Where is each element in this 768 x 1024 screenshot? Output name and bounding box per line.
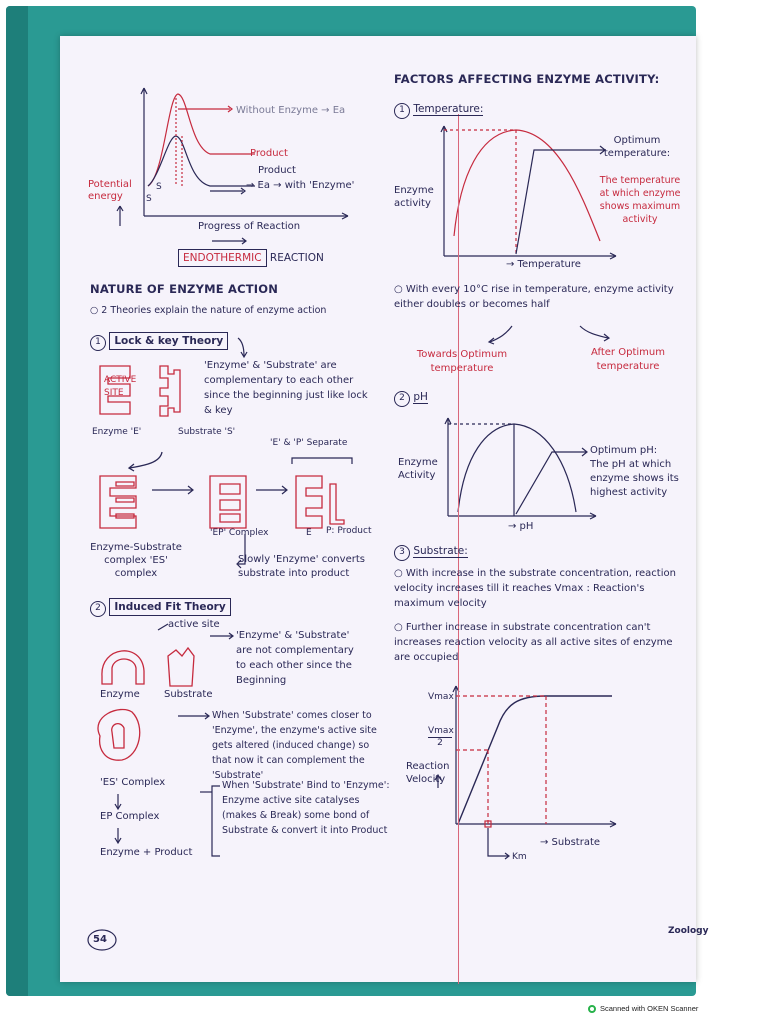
optimum-temp-pointer [516, 150, 604, 254]
towards-optimum-label: Towards Optimum temperature [416, 349, 508, 374]
optimum-ph-desc: The pH at which enzyme shows its highest activity [590, 459, 679, 498]
active-site-label: ACTIVE SITE [104, 375, 137, 398]
when-bind-note: When 'Substrate' Bind to 'Enzyme': Enzyme active site catalyses (makes & Break) some bond of Substrate & convert it into Product [222, 780, 390, 836]
temperature-title: Temperature: [413, 103, 484, 115]
substrate-s-label: Substrate 'S' [178, 427, 236, 437]
vmax-half-bottom: 2 [437, 738, 443, 748]
ep-complex-label: 'EP' Complex [210, 528, 269, 538]
substrate-curve [458, 696, 612, 824]
scanner-text: Scanned with OKEN Scanner [600, 1004, 699, 1013]
substrate-heading [394, 544, 468, 561]
enzyme-activity-label: Enzyme activity [394, 185, 434, 209]
s-label-1: S [146, 194, 152, 204]
endothermic-title [178, 249, 324, 267]
factors-heading: FACTORS AFFECTING ENZYME ACTIVITY: [394, 72, 660, 86]
induced-fit-title: Induced Fit Theory [109, 598, 230, 616]
active-site-induced-label: active site [168, 619, 220, 630]
optimum-ph-pointer [516, 452, 586, 514]
two-theories-note: ○ 2 Theories explain the nature of enzyme action [90, 305, 327, 316]
km-label: Km [512, 852, 527, 862]
reaction-velocity-label: Reaction Velocity [406, 761, 450, 785]
progress-label: Progress of Reaction [198, 221, 301, 232]
page-number: 54 [93, 934, 107, 945]
scanner-watermark [588, 1004, 698, 1013]
with-enzyme-label: → Ea → with 'Enzyme' [246, 180, 355, 191]
ph-axis-label: → pH [508, 521, 534, 532]
induced-fit-description: 'Enzyme' & 'Substrate' are not complementary to each other since the Beginning [236, 630, 354, 686]
slowly-converts-note: Slowly 'Enzyme' converts substrate into product [238, 554, 365, 579]
lock-key-title: Lock & key Theory [109, 332, 228, 350]
optimum-ph-title: Optimum pH: [590, 445, 658, 456]
lock-key-heading [90, 332, 228, 351]
book-spine [6, 6, 28, 996]
ph-curve [458, 424, 576, 512]
endothermic-box: ENDOTHERMIC [178, 249, 267, 267]
after-optimum-label: After Optimum temperature [591, 347, 665, 372]
scanner-logo-icon [588, 1005, 596, 1013]
lock-key-description: 'Enzyme' & 'Substrate' are complementary to each other since the beginning just like lock & key [204, 360, 368, 416]
ep-separate-label: 'E' & 'P' Separate [270, 438, 348, 448]
nature-heading: NATURE OF ENZYME ACTION [90, 282, 279, 296]
reaction-label: REACTION [269, 252, 324, 264]
optimum-temperature-title: Optimum temperature: [603, 135, 671, 159]
e-label: E [306, 528, 312, 538]
potential-energy-label: Potential energy [88, 179, 132, 202]
induced-fit-heading [90, 598, 231, 617]
lock-key-number: 1 [90, 335, 106, 351]
product-label-2: Product [258, 165, 296, 176]
p-product-label: P: Product [326, 526, 372, 536]
ph-optimum-block [590, 444, 690, 500]
product-label-1: Product [250, 148, 288, 159]
when-closer-note: When 'Substrate' comes closer to 'Enzyme', the enzyme's active site gets altered (induced change) so that now it can complement the 'Substrate' [212, 710, 377, 781]
ph-enzyme-activity-label: Enzyme Activity [398, 457, 438, 481]
temperature-curve [454, 130, 600, 241]
substrate-title: Substrate: [413, 545, 468, 557]
vmax-half-top: Vmax [428, 726, 454, 736]
substrate-point-2: ○ Further increase in substrate concentration can't increases reaction velocity as all active sites of enzyme are occupied [394, 622, 673, 663]
s-label-2: S [156, 182, 162, 192]
zoology-footer: Zoology [668, 926, 709, 936]
enzyme-product-label: Enzyme + Product [100, 847, 193, 858]
ep-complex-induced-label: EP Complex [100, 811, 160, 822]
induced-fit-number: 2 [90, 601, 106, 617]
ph-title: pH [413, 391, 428, 403]
optimum-temperature-desc: The temperature at which enzyme shows maximum activity [599, 175, 681, 225]
without-enzyme-label: Without Enzyme → Ea [236, 105, 346, 116]
temperature-heading [394, 102, 483, 119]
vmax-half-label [428, 726, 452, 749]
ph-heading [394, 390, 428, 407]
ph-number: 2 [394, 391, 410, 407]
enzyme-e-label: Enzyme 'E' [92, 427, 142, 437]
temperature-note: ○ With every 10°C rise in temperature, enzyme activity either doubles or becomes half [394, 284, 674, 310]
vmax-label: Vmax [428, 692, 454, 702]
temperature-axis-label: → Temperature [506, 259, 581, 270]
es-complex-label: Enzyme-Substrate complex 'ES' complex [90, 542, 182, 579]
enzyme-label: Enzyme [100, 689, 140, 700]
substrate-number: 3 [394, 545, 410, 561]
notebook-page [60, 36, 709, 982]
substrate-point-1: ○ With increase in the substrate concentration, reaction velocity increases till it reaches Vmax : Reaction's maximum velocity [394, 568, 676, 609]
temperature-number: 1 [394, 103, 410, 119]
es-complex-induced-label: 'ES' Complex [100, 777, 166, 788]
substrate-label: Substrate [164, 689, 213, 700]
substrate-axis-label: → Substrate [540, 837, 601, 848]
